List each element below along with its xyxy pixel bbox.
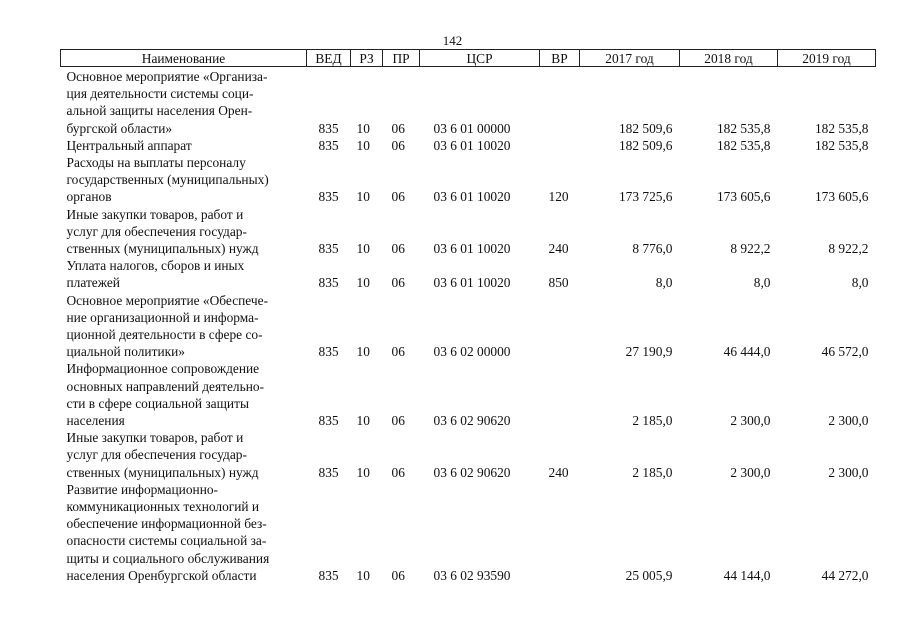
cell-name-line: Информационное сопровождение [66, 361, 260, 377]
column-header-2019: 2019 год [778, 50, 876, 67]
cell-name [61, 257, 307, 291]
cell-2018: 46 444,0 [723, 344, 771, 360]
cell-vr [540, 481, 580, 584]
cell-name-line: основных направлений деятельно- [66, 378, 265, 394]
cell-name [61, 360, 307, 429]
cell-2019: 2 300,0 [828, 413, 869, 429]
table-header-row [61, 50, 876, 67]
cell-name-line: альной защиты населения Орен- [66, 103, 253, 119]
cell-2018: 8 922,2 [730, 241, 771, 257]
table-row [61, 206, 876, 258]
cell-csr: 03 6 02 90620 [433, 464, 511, 480]
cell-2019: 8,0 [851, 275, 869, 291]
cell-name-line: Центральный аппарат [66, 137, 192, 153]
column-header-name: Наименование [61, 50, 307, 67]
cell-ved: 835 [318, 344, 339, 360]
cell-rz: 10 [356, 275, 370, 291]
cell-name-line: ние организационной и информа- [66, 309, 259, 325]
cell-ved: 835 [318, 137, 339, 153]
cell-2017: 182 509,6 [618, 120, 673, 136]
cell-name [61, 429, 307, 481]
cell-name-line: Иные закупки товаров, работ и [66, 430, 244, 446]
column-header-vr: ВР [540, 50, 580, 67]
cell-name-line: коммуникационных технологий и [66, 499, 260, 515]
cell-name-line: Основное мероприятие «Обеспече- [66, 292, 269, 308]
column-header-ved: ВЕД [307, 50, 351, 67]
cell-vr: 240 [548, 241, 569, 257]
table-row [61, 154, 876, 206]
cell-name-line: Уплата налогов, сборов и иных [66, 258, 245, 274]
cell-2019: 8 922,2 [828, 241, 869, 257]
cell-name-line: ция деятельности системы соци- [66, 86, 254, 102]
cell-ved: 835 [318, 120, 339, 136]
cell-2018: 2 300,0 [730, 413, 771, 429]
cell-name-line: щиты и социального обслуживания [66, 550, 270, 566]
cell-2019: 2 300,0 [828, 464, 869, 480]
cell-name [61, 154, 307, 206]
cell-name-line: государственных (муниципальных) [66, 172, 269, 188]
cell-2018: 182 535,8 [716, 120, 771, 136]
cell-2019: 44 272,0 [821, 567, 869, 583]
column-header-csr: ЦСР [420, 50, 540, 67]
cell-ved: 835 [318, 189, 339, 205]
column-header-rz: РЗ [351, 50, 383, 67]
cell-rz: 10 [356, 344, 370, 360]
cell-pr: 06 [391, 567, 405, 583]
cell-name-line: платежей [66, 275, 120, 291]
cell-name-line: опасности системы социальной за- [66, 533, 267, 549]
cell-pr: 06 [391, 344, 405, 360]
table-row [61, 481, 876, 584]
cell-2018: 44 144,0 [723, 567, 771, 583]
cell-pr: 06 [391, 275, 405, 291]
cell-vr [540, 137, 580, 154]
cell-name-line: услуг для обеспечения государ- [66, 223, 247, 239]
cell-csr: 03 6 02 00000 [433, 344, 511, 360]
cell-rz: 10 [356, 120, 370, 136]
cell-name-line: Иные закупки товаров, работ и [66, 206, 244, 222]
cell-rz: 10 [356, 413, 370, 429]
cell-csr: 03 6 01 10020 [433, 137, 511, 153]
cell-name-line: населения Оренбургской области [66, 567, 257, 583]
cell-2019: 182 535,8 [814, 120, 869, 136]
cell-pr: 06 [391, 189, 405, 205]
table-row [61, 257, 876, 291]
cell-name [61, 67, 307, 137]
cell-csr: 03 6 02 90620 [433, 413, 511, 429]
cell-name-line: Основное мероприятие «Организа- [66, 69, 268, 84]
cell-pr: 06 [391, 241, 405, 257]
cell-2018: 2 300,0 [730, 464, 771, 480]
cell-vr [540, 360, 580, 429]
table-row [61, 137, 876, 154]
cell-vr: 850 [548, 275, 569, 291]
cell-csr: 03 6 02 93590 [433, 567, 511, 583]
cell-rz: 10 [356, 464, 370, 480]
cell-rz: 10 [356, 189, 370, 205]
cell-ved: 835 [318, 275, 339, 291]
cell-name-line: органов [66, 189, 112, 205]
cell-name [61, 137, 307, 154]
cell-name-line: сти в сфере социальной защиты [66, 395, 249, 411]
cell-2017: 182 509,6 [618, 137, 673, 153]
cell-2018: 182 535,8 [716, 137, 771, 153]
column-header-2017: 2017 год [580, 50, 680, 67]
table-row [61, 360, 876, 429]
cell-2019: 46 572,0 [821, 344, 869, 360]
table-row [61, 429, 876, 481]
cell-name-line: населения [66, 413, 125, 429]
cell-rz: 10 [356, 567, 370, 583]
cell-2018: 8,0 [753, 275, 771, 291]
cell-rz: 10 [356, 241, 370, 257]
cell-csr: 03 6 01 10020 [433, 275, 511, 291]
cell-rz: 10 [356, 137, 370, 153]
cell-2017: 2 185,0 [632, 464, 673, 480]
cell-2017: 173 725,6 [618, 189, 673, 205]
cell-vr [540, 292, 580, 361]
cell-name [61, 206, 307, 258]
cell-2017: 27 190,9 [625, 344, 673, 360]
cell-name-line: ственных (муниципальных) нужд [66, 464, 259, 480]
cell-ved: 835 [318, 464, 339, 480]
cell-name-line: услуг для обеспечения государ- [66, 447, 247, 463]
cell-pr: 06 [391, 120, 405, 136]
budget-table [60, 49, 876, 584]
page-number: 142 [442, 33, 463, 48]
cell-csr: 03 6 01 10020 [433, 241, 511, 257]
table-row [61, 67, 876, 137]
cell-pr: 06 [391, 464, 405, 480]
cell-name-line: ственных (муниципальных) нужд [66, 241, 259, 257]
cell-pr: 06 [391, 413, 405, 429]
cell-vr: 240 [548, 464, 569, 480]
table-body [61, 67, 876, 585]
cell-2017: 8,0 [655, 275, 673, 291]
cell-name-line: ционной деятельности в сфере со- [66, 327, 263, 343]
cell-2019: 182 535,8 [814, 137, 869, 153]
cell-name [61, 481, 307, 584]
cell-vr: 120 [548, 189, 569, 205]
cell-name-line: циальной политики» [66, 344, 185, 360]
cell-2017: 25 005,9 [625, 567, 673, 583]
cell-ved: 835 [318, 241, 339, 257]
cell-name [61, 292, 307, 361]
cell-2019: 173 605,6 [814, 189, 869, 205]
table-row [61, 292, 876, 361]
cell-name-line: Расходы на выплаты персоналу [66, 155, 246, 171]
cell-ved: 835 [318, 413, 339, 429]
cell-ved: 835 [318, 567, 339, 583]
cell-vr [540, 67, 580, 137]
cell-csr: 03 6 01 00000 [433, 120, 511, 136]
cell-pr: 06 [391, 137, 405, 153]
cell-2017: 2 185,0 [632, 413, 673, 429]
column-header-2018: 2018 год [680, 50, 778, 67]
column-header-pr: ПР [383, 50, 420, 67]
cell-name-line: бургской области» [66, 120, 173, 136]
cell-csr: 03 6 01 10020 [433, 189, 511, 205]
cell-2018: 173 605,6 [716, 189, 771, 205]
cell-2017: 8 776,0 [632, 241, 673, 257]
cell-name-line: обеспечение информационной без- [66, 516, 267, 532]
cell-name-line: Развитие информационно- [66, 481, 219, 497]
